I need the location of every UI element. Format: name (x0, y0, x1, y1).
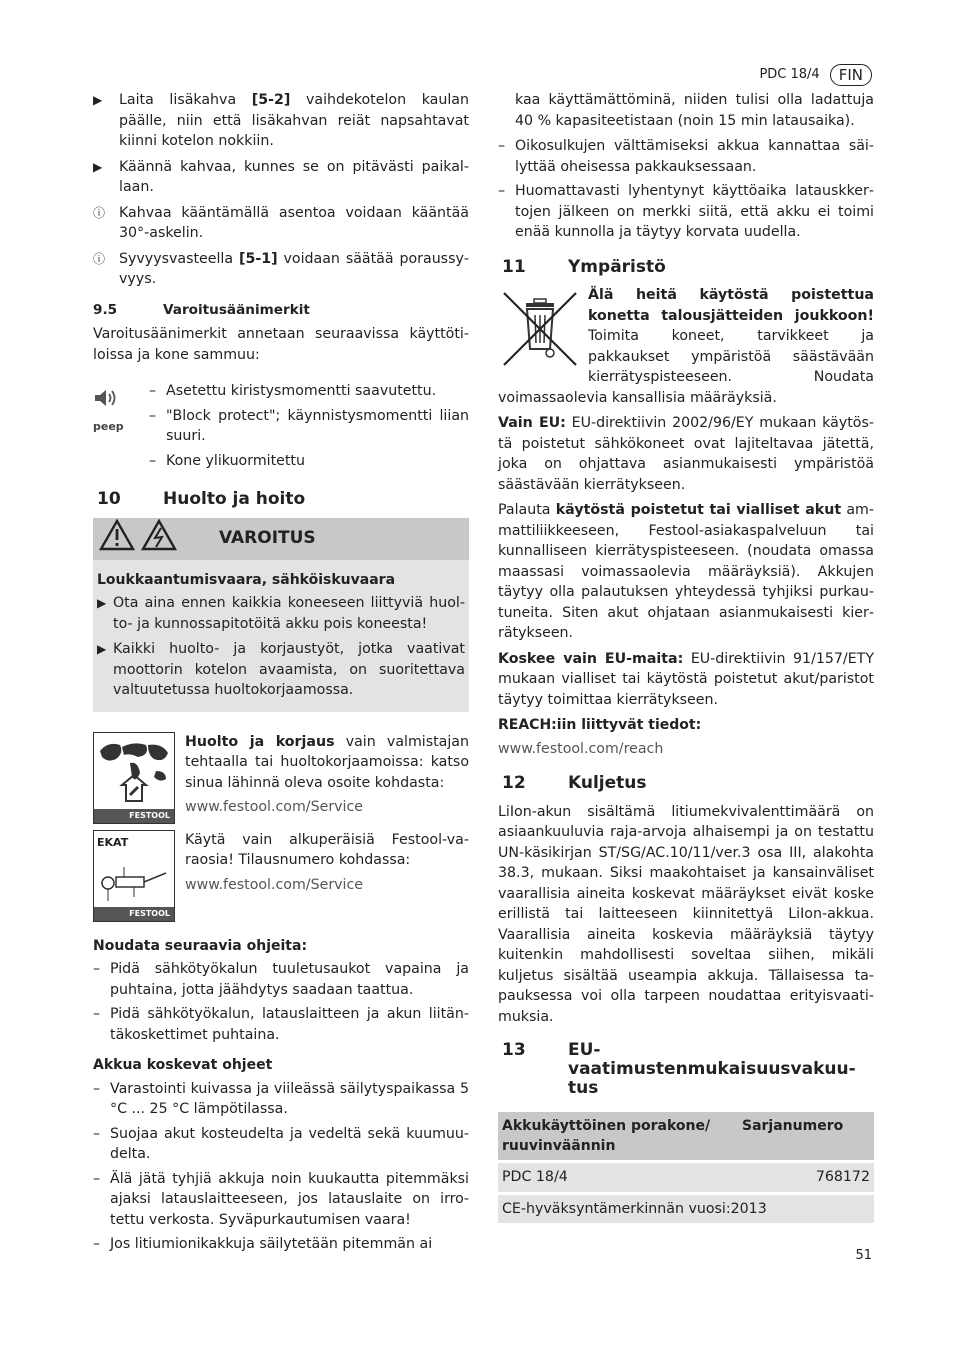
peep-item-text: Asetettu kiristysmomentti saavutettu. (166, 383, 437, 399)
peep-label: peep (93, 419, 124, 433)
electric-hazard-icon (141, 519, 177, 558)
peep-item (149, 451, 469, 472)
intro-list (93, 90, 469, 290)
battery-item (93, 1234, 469, 1255)
bullet-arrow-icon: ▶ (93, 93, 103, 107)
intro-ref: [5-2] (251, 92, 291, 108)
battery-list (93, 1079, 469, 1255)
peep-item (149, 381, 469, 402)
section-10-heading: 10 Huolto ja hoito (97, 489, 306, 509)
right-column (498, 90, 874, 1223)
ekat-label: EKAT (97, 835, 129, 849)
ekat-text: Käytä vain alkuperäisiä Festool-varaosia! Tilausnumero kohdassa: (185, 831, 469, 868)
info-icon: ⓘ (93, 205, 106, 220)
battery-item (93, 1169, 469, 1231)
service-block (93, 732, 469, 824)
service-text: Huolto ja korjaus vain valmistajan tehtaalla tai huoltokorjaamoissa: katso sinua lähinnä oleva osoite kohdasta: (185, 733, 469, 791)
dash-marker: – (149, 407, 157, 424)
intro-text: Laita lisäkahva (119, 92, 252, 108)
battery-title: Akkua koskevat ohjeet (93, 1057, 273, 1073)
info-icon: ⓘ (93, 251, 106, 266)
battery-more-item (498, 181, 874, 243)
section-9-5-text: Varoitusäänimerkit annetaan seuraavissa käyttötiloissa ja kone sammuu: (93, 326, 469, 363)
ekat-link[interactable]: www.festool.com/Service (185, 876, 364, 893)
intro-item (93, 157, 469, 198)
battery-more-item-text: Oikosulkujen välttämiseksi akkua kannattaa säilyttää oheisessa pakkauksessaan. (515, 138, 874, 175)
battery-more-item-text: Huomattavasti lyhentynyt käyttöaika latauskkertojen jälkeen on merkki siitä, että akku ei toimi enää kunnolla ja täytyy korvata uudella. (515, 183, 874, 240)
dash-marker: – (498, 183, 506, 199)
peep-item (149, 406, 469, 447)
battery-item-text: Jos litiumionikakkuja säilytetään pitemmän ai (110, 1236, 433, 1252)
intro-text-post: voidaan säätää poraussyvyys. (119, 250, 469, 287)
ekat-brand: FESTOOL (94, 907, 174, 921)
dash-marker: – (149, 383, 157, 399)
table-cell-ce: CE-hyväksyntämerkinnän vuosi:2013 (502, 1200, 767, 1217)
battery-more-item (498, 136, 874, 177)
peep-item-text: "Block protect"; käynnistysmomentti liian suuri. (166, 407, 469, 444)
spare-parts-icon (93, 830, 175, 922)
battery-continued: kaa käyttämättöminä, niiden tulisi olla ladattuja 40 % kapasiteetistaan (noin 15 min latausaika). (515, 92, 874, 129)
table-header (498, 1112, 874, 1160)
note-title: Noudata seuraavia ohjeita: (93, 937, 308, 954)
dash-marker: – (149, 452, 157, 469)
section-9-5-heading: 9.5 Varoitusäänimerkit (93, 301, 310, 318)
dash-marker: – (93, 1006, 101, 1022)
warning-item (97, 639, 465, 701)
warning-triangle-icon (99, 519, 135, 558)
section-13-heading: 13 EU-vaatimustenmukaisuusvakuutus (502, 1040, 856, 1098)
bullet-arrow-icon: ▶ (97, 642, 107, 656)
battery-more-list (498, 136, 874, 243)
note-item (93, 1004, 469, 1045)
intro-item (93, 90, 469, 152)
environment-text: Älä heitä käytöstä poistettua konetta talousjätteiden joukkoon! Toimita koneet, tarvikkeet ja pakkaukset ympäristöä säästävään kierrätyspisteeseen. Noudata voimassaolevia kansallisia määräyksiä. (498, 287, 874, 406)
note-list (93, 959, 469, 1045)
warning-item-text: Ota aina ennen kaikkia koneeseen liittyviä huolto- ja kunnossapitotöitä akku pois koneesta! (113, 595, 465, 632)
intro-text: Syvyysvasteella (119, 250, 239, 267)
table-row-ce (498, 1195, 874, 1224)
warning-label: VAROITUS (219, 528, 316, 549)
battery-item-text: Älä jätä tyhjiä akkuja noin kuukautta pitemmäksi ajaksi latauslaitteeseen, jos latauslaite on irrotettu verkosta. Syväpurkautumisen vaara! (110, 1170, 469, 1228)
bullet-arrow-icon: ▶ (93, 159, 103, 174)
section-11-heading: 11 Ympäristö (502, 256, 666, 277)
table-row (498, 1163, 874, 1192)
note-item-text: Pidä sähkötyökalun, latauslaitteen ja akun liitäntäkoskettimet puhtaina. (110, 1006, 469, 1043)
page-number: 51 (855, 1248, 872, 1263)
warning-item (97, 593, 465, 634)
intro-text: Kahvaa kääntämällä asentoa voidaan kääntää 30°-askelin. (119, 204, 469, 241)
note-item-text: Pidä sähkötyökalun tuuletusaukot vapaina ja puhtaina, jotta jäähdytys saadaan taattua. (110, 961, 469, 998)
table-cell-model: PDC 18/4 (502, 1169, 568, 1185)
page-header (759, 64, 872, 86)
table-cell-serial: 768172 (815, 1169, 870, 1185)
dash-marker: – (93, 1236, 101, 1252)
return-text: Palauta käytöstä poistetut tai vialliset akut ammattiliikkeeseen, Festool-asiakaspalveluun tai kunnalliseen kierrätyspisteeseen. (noudata omassa maassasi voimassaolevia määräyksiä). Akkujen täytyy olla palautuksen yhteydessä tyhjiksi purkautuneita. Siten akut ohjataan asianmukaisesti kierrätykseen. (498, 502, 874, 641)
battery-item-text: Suojaa akut kosteudelta ja vedeltä sekä kuumuudelta. (110, 1125, 469, 1162)
battery-item (93, 1079, 469, 1120)
crossed-bin-icon (498, 285, 582, 369)
battery-item-text: Varastointi kuivassa ja viileässä säilytyspaikassa 5 °C ... 25 °C lämpötilassa. (110, 1080, 469, 1117)
note-item (93, 959, 469, 1000)
intro-ref: [5-1] (238, 250, 278, 267)
intro-item (93, 203, 469, 244)
reach-title: REACH:iin liittyvät tiedot: (498, 717, 702, 733)
warning-subtitle: Loukkaantumisvaara, sähköiskuvaara (97, 571, 396, 588)
dash-marker: – (93, 1080, 101, 1097)
warning-item-text: Kaikki huolto- ja korjaustyöt, jotka vaativat moottorin kotelon avaamista, on suoritettava valtuutetussa huoltokorjaamossa. (113, 641, 465, 698)
world-map-service-icon (93, 732, 175, 824)
table-col-serial: Sarjanumero (742, 1118, 844, 1134)
speaker-icon (93, 381, 133, 475)
peep-list (133, 381, 469, 475)
conformity-table (498, 1112, 874, 1223)
section-12-heading: 12 Kuljetus (502, 773, 647, 793)
dash-marker: – (93, 1125, 101, 1142)
dash-marker: – (498, 138, 506, 154)
peep-item-text: Kone ylikuormitettu (166, 452, 305, 469)
warning-box (93, 518, 469, 712)
header-model: PDC 18/4 (759, 66, 820, 82)
warning-list (97, 593, 465, 701)
table-col-product: Akkukäyttöinen porakone/ ruuvinväännin (502, 1118, 711, 1154)
reach-link[interactable]: www.festool.com/reach (498, 740, 664, 757)
intro-item (93, 249, 469, 290)
environment-block (498, 285, 874, 413)
service-link[interactable]: www.festool.com/Service (185, 799, 364, 815)
language-badge: FIN (830, 64, 872, 86)
transport-text: LiIon-akun sisältämä litiumekvivalenttimäärä on asiaankuuluvia raja-arvoja alhaisempi ja on testattu UN-käsikirjan ST/SG/AC.10/11/ver.3 osa III, alakohta 38.3, mukaan. Siksi maakohtaiset ja kansainväliset vaarallisia aineita koskevat määräykset eivät koske erillistä tai laitteeseen kiinnitettyä LiIon-akkua. Vaarallisia aineita koskevia määräyksiä täytyy kuitenkin mahdollisesti soveltaa siihen, mikäli kuljetus sisältää useampia akkuja. Tällaisessa tapauksessa voi olla tarpeen noudattaa erityisvaatimuksia. (498, 803, 874, 1025)
service-brand: FESTOOL (94, 809, 174, 823)
dash-marker: – (93, 961, 101, 977)
battery-item (93, 1124, 469, 1165)
peep-block (93, 381, 469, 475)
eu2-text: Koskee vain EU-maita: EU-direktiivin 91/157/ETY mukaan vialliset tai käytöstä poistetut akut/paristot täytyy toimittaa kierrätykseen. (498, 650, 875, 708)
intro-text-post: vaihdekotelon kaulan päälle, niin että lisäkahvan reiät napsahtavat kiinni kotelon nokkiin. (119, 92, 469, 149)
ekat-block (93, 830, 469, 922)
intro-text: Käännä kahvaa, kunnes se on pitävästi paikallaan. (119, 158, 469, 195)
eu-text: Vain EU: EU-direktiivin 2002/96/EY mukaan käytöstä poistetut sähkökoneet ovat lajiteltavaa jätettä, joka on ohjattava asianmukaisesti ympäristöä säästävään kierrätykseen. (498, 415, 874, 493)
dash-marker: – (93, 1170, 101, 1187)
bullet-arrow-icon: ▶ (97, 596, 107, 610)
left-column (93, 90, 469, 1259)
